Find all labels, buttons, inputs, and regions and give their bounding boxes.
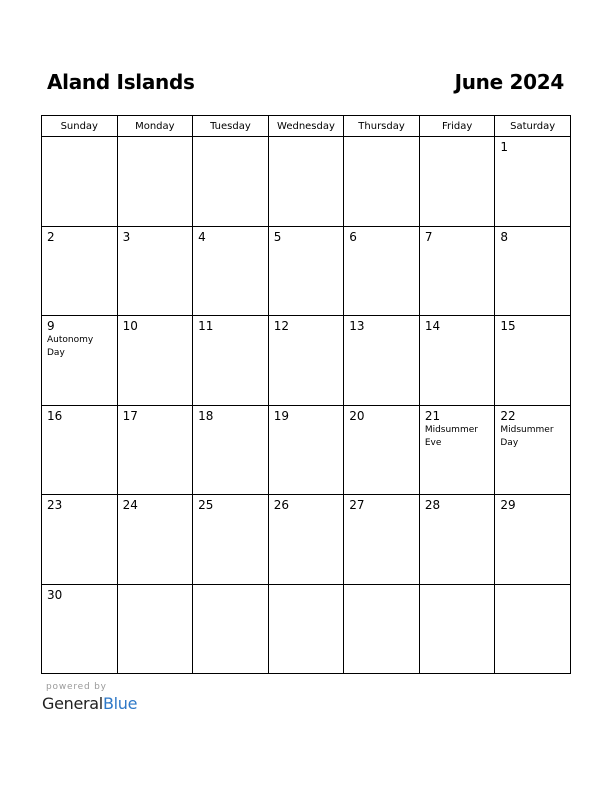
powered-by-label: powered by <box>46 682 107 692</box>
day-cell-content <box>420 406 495 453</box>
day-cell <box>268 495 344 585</box>
day-number: 4 <box>198 229 206 244</box>
day-number: 28 <box>424 498 441 512</box>
day-number: 24 <box>122 498 138 512</box>
day-cell-content <box>193 495 268 515</box>
day-cell <box>419 495 495 585</box>
day-cell <box>344 226 420 316</box>
day-cell <box>193 405 269 495</box>
weekday-saturday: Saturday <box>495 116 571 137</box>
calendar-weeks <box>42 137 571 674</box>
day-number: 20 <box>349 408 365 423</box>
day-number: 7 <box>424 229 433 244</box>
day-cell <box>42 495 118 585</box>
day-cell-content <box>269 585 344 591</box>
day-cell-content <box>118 585 193 591</box>
day-number: 13 <box>349 319 365 333</box>
day-number: 23 <box>47 498 63 512</box>
day-cell-content <box>344 406 419 426</box>
day-cell-content <box>495 137 570 157</box>
day-cell-content <box>42 585 117 605</box>
day-number: 8 <box>500 229 509 244</box>
day-cell-content <box>118 316 193 336</box>
brand-logo-part2: Blue <box>102 694 138 713</box>
day-cell-content <box>344 227 419 247</box>
day-number: 16 <box>47 408 63 423</box>
holiday-label: Midsummer Day <box>500 424 554 448</box>
day-cell-content <box>495 585 570 591</box>
empty-day-cell <box>344 584 420 674</box>
day-number: 19 <box>273 408 289 423</box>
empty-day-cell <box>193 137 269 227</box>
day-cell-content <box>420 316 495 336</box>
day-cell <box>495 405 571 495</box>
day-cell-content <box>344 137 419 143</box>
day-cell-content <box>118 495 193 515</box>
calendar-week-row <box>42 405 571 495</box>
day-cell <box>344 316 420 406</box>
calendar-week-row <box>42 316 571 406</box>
empty-day-cell <box>495 584 571 674</box>
weekday-friday: Friday <box>419 116 495 137</box>
holiday-label: Midsummer Eve <box>424 424 478 448</box>
day-cell <box>419 316 495 406</box>
brand-logo <box>42 694 137 713</box>
weekday-sunday: Sunday <box>42 116 118 137</box>
empty-day-cell <box>117 137 193 227</box>
day-cell-content <box>193 585 268 591</box>
day-cell-content <box>42 137 117 143</box>
day-cell-content <box>193 227 268 247</box>
day-cell <box>495 495 571 585</box>
day-cell <box>419 405 495 495</box>
weekday-row <box>42 116 571 137</box>
calendar-week-row <box>42 226 571 316</box>
day-cell <box>495 137 571 227</box>
day-cell-content <box>344 316 419 336</box>
day-cell <box>193 316 269 406</box>
calendar-region-title: Aland Islands <box>47 70 195 94</box>
day-number: 18 <box>198 408 214 423</box>
day-number: 14 <box>424 319 441 333</box>
day-cell-content <box>118 227 193 247</box>
holiday-label: Autonomy Day <box>47 335 94 359</box>
day-cell <box>495 316 571 406</box>
day-cell <box>42 584 118 674</box>
calendar-week-row <box>42 495 571 585</box>
day-cell-content <box>193 316 268 336</box>
day-number: 30 <box>47 587 63 602</box>
calendar-month-title: June 2024 <box>454 70 564 94</box>
day-cell-content <box>193 137 268 143</box>
empty-day-cell <box>193 584 269 674</box>
day-cell-content <box>344 585 419 591</box>
weekday-thursday: Thursday <box>344 116 420 137</box>
empty-day-cell <box>268 137 344 227</box>
weekday-header <box>42 116 571 137</box>
day-cell <box>268 226 344 316</box>
day-number: 29 <box>500 498 516 512</box>
day-cell <box>193 226 269 316</box>
day-number: 22 <box>500 408 516 423</box>
day-cell <box>419 226 495 316</box>
calendar-week-row <box>42 584 571 674</box>
day-cell <box>42 405 118 495</box>
empty-day-cell <box>344 137 420 227</box>
day-number: 6 <box>349 229 357 244</box>
day-cell-content <box>420 227 495 247</box>
day-cell <box>117 405 193 495</box>
day-cell <box>268 405 344 495</box>
day-number: 2 <box>47 229 55 244</box>
day-cell <box>42 226 118 316</box>
day-cell-content <box>269 495 344 515</box>
day-cell-content <box>495 316 570 336</box>
day-number: 1 <box>500 140 509 154</box>
day-cell <box>344 405 420 495</box>
day-cell-content <box>344 495 419 515</box>
day-cell-content <box>495 406 570 453</box>
calendar-week-row <box>42 137 571 227</box>
empty-day-cell <box>419 584 495 674</box>
day-number: 5 <box>273 229 282 244</box>
weekday-tuesday: Tuesday <box>193 116 269 137</box>
empty-day-cell <box>268 584 344 674</box>
day-number: 21 <box>424 408 441 423</box>
weekday-wednesday: Wednesday <box>268 116 344 137</box>
day-cell-content <box>269 227 344 247</box>
day-cell-content <box>420 495 495 515</box>
day-number: 10 <box>122 319 138 333</box>
day-cell <box>344 495 420 585</box>
day-cell-content <box>420 585 495 591</box>
day-cell-content <box>269 406 344 426</box>
day-cell-content <box>42 227 117 247</box>
brand-logo-part1: General <box>42 694 103 713</box>
day-number: 11 <box>198 319 214 333</box>
empty-day-cell <box>117 584 193 674</box>
day-cell-content <box>118 137 193 143</box>
empty-day-cell <box>419 137 495 227</box>
empty-day-cell <box>42 137 118 227</box>
day-cell-content <box>269 137 344 143</box>
day-number: 26 <box>273 498 289 512</box>
day-number: 25 <box>198 498 214 512</box>
day-cell <box>268 316 344 406</box>
day-cell-content <box>495 495 570 515</box>
day-cell <box>117 226 193 316</box>
day-cell <box>117 495 193 585</box>
day-cell <box>193 495 269 585</box>
day-cell-content <box>495 227 570 247</box>
day-cell-content <box>420 137 495 143</box>
calendar-grid <box>41 115 571 674</box>
day-number: 17 <box>122 408 138 423</box>
day-cell-content <box>193 406 268 426</box>
day-number: 9 <box>47 319 55 333</box>
day-cell-content <box>118 406 193 426</box>
day-number: 3 <box>122 229 131 244</box>
day-cell-content <box>269 316 344 336</box>
day-number: 15 <box>500 319 516 333</box>
weekday-monday: Monday <box>117 116 193 137</box>
day-cell <box>42 316 118 406</box>
day-cell-content <box>42 316 117 363</box>
day-cell <box>495 226 571 316</box>
day-cell <box>117 316 193 406</box>
day-number: 27 <box>349 498 365 512</box>
day-cell-content <box>42 406 117 426</box>
day-number: 12 <box>273 319 289 333</box>
day-cell-content <box>42 495 117 515</box>
